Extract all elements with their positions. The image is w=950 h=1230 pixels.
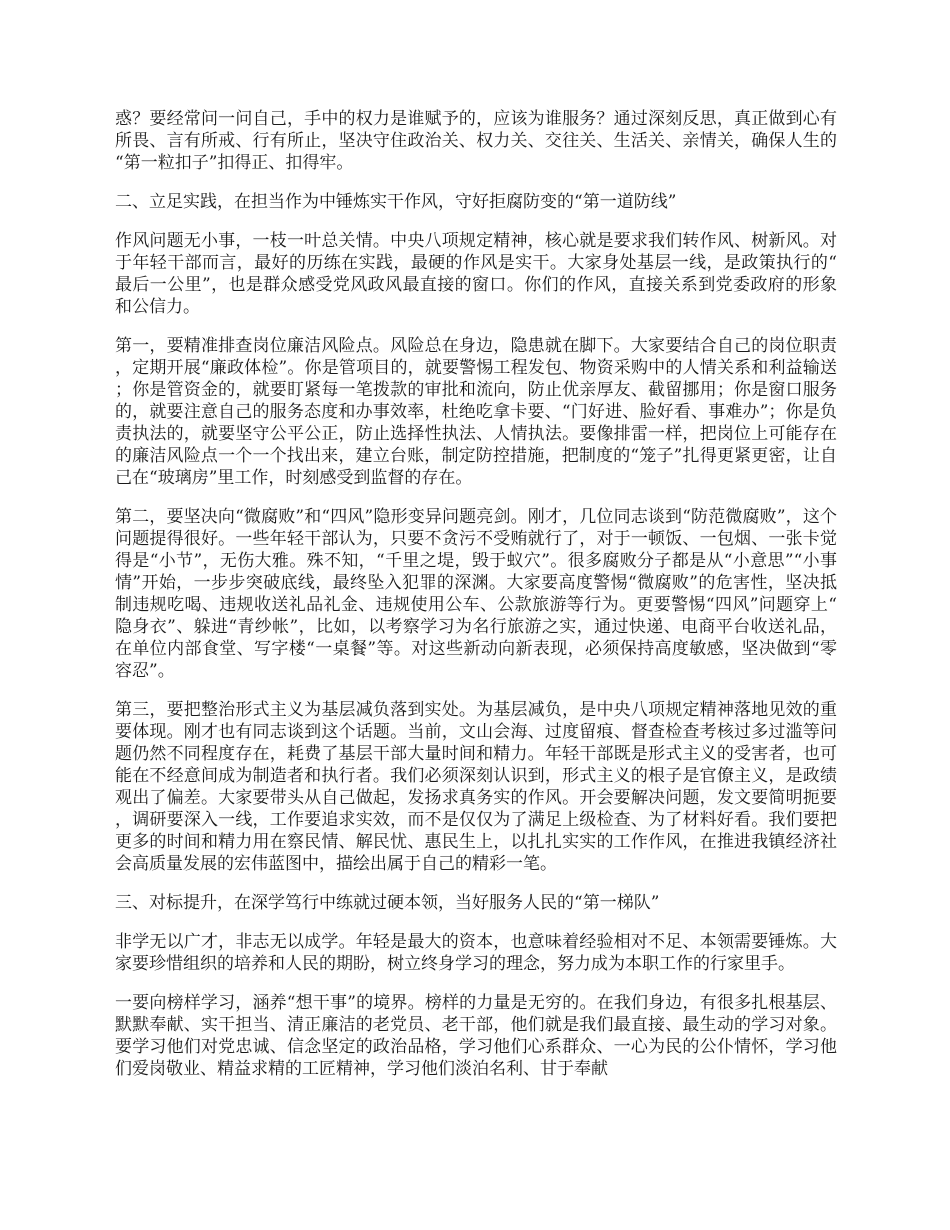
paragraph-continued-reflection: 惑？要经常问一问自己，手中的权力是谁赋予的，应该为谁服务？通过深刻反思，真正做到心有所畏、言有所戒、行有所止，坚决守住政治关、权力关、交往关、生活关、亲情关，确保人生的“第一粒扣子”扣得正、扣得牢。 — [115, 109, 837, 173]
paragraph-work-style: 作风问题无小事，一枝一叶总关情。中央八项规定精神，核心就是要求我们转作风、树新风。对于年轻干部而言，最好的历练在实践，最硬的作风是实干。大家身处基层一线，是政策执行的“最后一公里”，也是群众感受党风政风最直接的窗口。你们的作风，直接关系到党委政府的形象和公信力。 — [115, 231, 837, 317]
section-heading-two: 二、立足实践，在担当作为中锤炼实干作风，守好拒腐防变的“第一道防线” — [115, 192, 677, 212]
paragraph-role-models: 一要向榜样学习，涵养“想干事”的境界。榜样的力量是无穷的。在我们身边，有很多扎根基层、默默奉献、实干担当、清正廉洁的老党员、老干部，他们就是我们最直接、最生动的学习对象。要学习他们对党忠诚、信念坚定的政治品格，学习他们心系群众、一心为民的公仆情怀，学习他们爱岗敬业、精益求精的工匠精神，学习他们淡泊名利、甘于奉献 — [115, 993, 837, 1079]
paragraph-first-risk-points: 第一，要精准排查岗位廉洁风险点。风险总在身边，隐患就在脚下。大家要结合自己的岗位职责，定期开展“廉政体检”。你是管项目的，就要警惕工程发包、物资采购中的人情关系和利益输送；你是管资金的，就要盯紧每一笔拨款的审批和流向，防止优亲厚友、截留挪用；你是窗口服务的，就要注意自己的服务态度和办事效率，杜绝吃拿卡要、“门好进、脸好看、事难办”；你是负责执法的，就要坚守公平公正，防止选择性执法、人情执法。要像排雷一样，把岗位上可能存在的廉洁风险点一个一个找出来，建立台账，制定防控措施，把制度的“笼子”扎得更紧更密，让自己在“玻璃房”里工作，时刻感受到监督的存在。 — [115, 336, 837, 488]
section-heading-three: 三、对标提升，在深学笃行中练就过硬本领，当好服务人民的“第一梯队” — [115, 893, 660, 913]
paragraph-second-micro-corruption: 第二，要坚决向“微腐败”和“四风”隐形变异问题亮剑。刚才，几位同志谈到“防范微腐败”，这个问题提得很好。一些年轻干部认为，只要不贪污不受贿就行了，对于一顿饭、一包烟、一张卡觉得是“小节”，无伤大雅。殊不知，“千里之堤，毁于蚁穴”。很多腐败分子都是从“小意思”“小事情”开始，一步步突破底线，最终坠入犯罪的深渊。大家要高度警惕“微腐败”的危害性，坚决抵制违规吃喝、违规收送礼品礼金、违规使用公车、公款旅游等行为。更要警惕“四风”问题穿上“隐身衣”、躲进“青纱帐”，比如，以考察学习为名行旅游之实，通过快递、电商平台收送礼品，在单位内部食堂、写字楼“一桌餐”等。对这些新动向新表现，必须保持高度敏感，坚决做到“零容忍”。 — [115, 507, 837, 681]
paragraph-third-formalism: 第三，要把整治形式主义为基层减负落到实处。为基层减负，是中央八项规定精神落地见效的重要体现。刚才也有同志谈到这个话题。当前，文山会海、过度留痕、督查检查考核过多过滥等问题仍然不同程度存在，耗费了基层干部大量时间和精力。年轻干部既是形式主义的受害者，也可能在不经意间成为制造者和执行者。我们必须深刻认识到，形式主义的根子是官僚主义，是政绩观出了偏差。大家要带头从自己做起，发扬求真务实的作风。开会要解决问题，发文要简明扼要，调研要深入一线，工作要追求实效，而不是仅仅为了满足上级检查、为了材料好看。我们要把更多的时间和精力用在察民情、解民忧、惠民生上，以扎扎实实的工作作风，在推进我镇经济社会高质量发展的宏伟蓝图中，描绘出属于自己的精彩一笔。 — [115, 700, 837, 874]
document-page — [115, 108, 837, 1097]
paragraph-learning: 非学无以广才，非志无以成学。年轻是最大的资本，也意味着经验相对不足、本领需要锤炼。大家要珍惜组织的培养和人民的期盼，树立终身学习的理念，努力成为本职工作的行家里手。 — [115, 932, 837, 974]
